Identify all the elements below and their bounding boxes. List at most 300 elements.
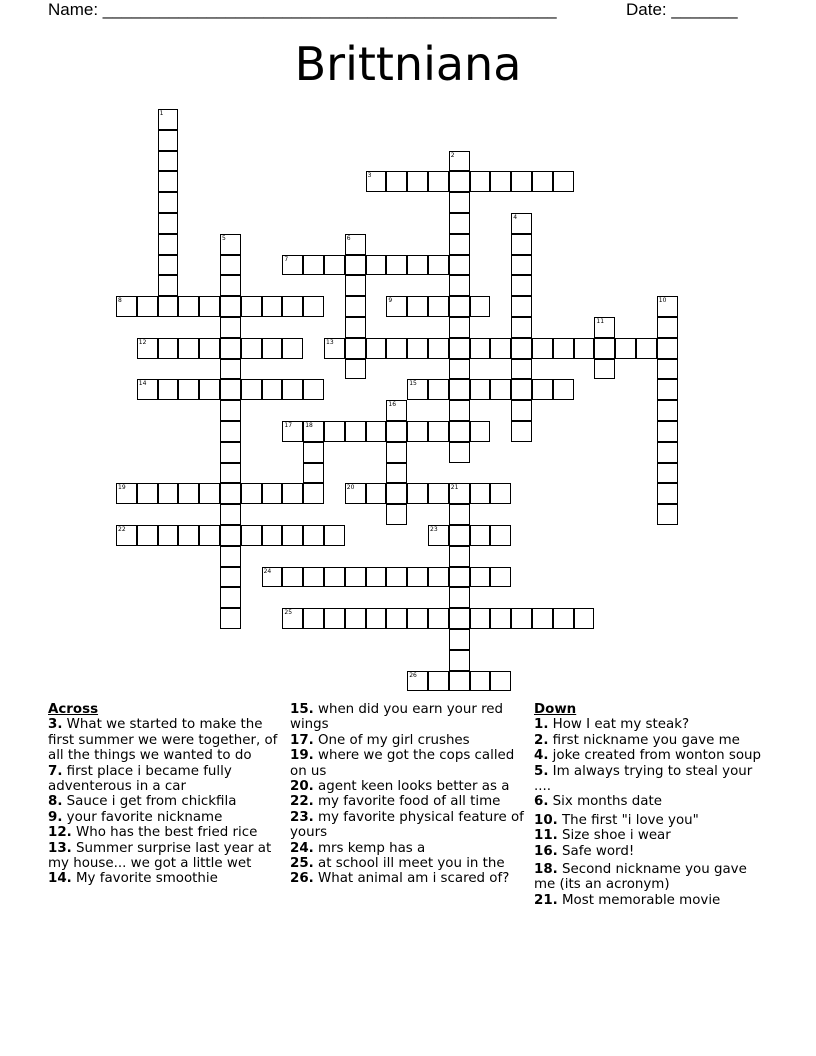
crossword-cell[interactable]: [220, 608, 241, 629]
crossword-cell[interactable]: [158, 151, 179, 172]
crossword-cell[interactable]: [449, 650, 470, 671]
crossword-cell[interactable]: [386, 421, 407, 442]
clue-number: 3.: [48, 717, 63, 733]
crossword-cell[interactable]: [220, 317, 241, 338]
crossword-cell[interactable]: [511, 275, 532, 296]
crossword-cell[interactable]: [594, 359, 615, 380]
cell-number: 22: [118, 526, 126, 533]
clue-text: Size shoe i wear: [562, 828, 671, 844]
crossword-cell[interactable]: [407, 567, 428, 588]
crossword-cell[interactable]: [657, 379, 678, 400]
down-clue: [534, 813, 770, 828]
crossword-cell[interactable]: [657, 296, 678, 317]
crossword-cell[interactable]: [158, 275, 179, 296]
cell-number: 4: [513, 214, 518, 221]
crossword-cell[interactable]: [324, 255, 345, 276]
crossword-cell[interactable]: [241, 379, 262, 400]
clue-text: One of my girl crushes: [318, 732, 470, 748]
crossword-cell[interactable]: [615, 338, 636, 359]
crossword-cell[interactable]: [199, 338, 220, 359]
crossword-cell[interactable]: [511, 171, 532, 192]
crossword-cell[interactable]: [345, 608, 366, 629]
crossword-cell[interactable]: [449, 255, 470, 276]
crossword-cell[interactable]: [220, 379, 241, 400]
crossword-cell[interactable]: [220, 567, 241, 588]
crossword-cell[interactable]: [158, 525, 179, 546]
crossword-cell[interactable]: [116, 296, 137, 317]
clue-text: Second nickname you gave me (its an acronym): [534, 862, 747, 893]
crossword-cell[interactable]: [428, 421, 449, 442]
crossword-cell[interactable]: [407, 171, 428, 192]
crossword-cell[interactable]: [158, 213, 179, 234]
crossword-cell[interactable]: [220, 255, 241, 276]
clues-column-1: [48, 702, 284, 887]
crossword-cell[interactable]: [366, 338, 387, 359]
name-field-label: Name: ________________________________________________: [48, 0, 557, 19]
crossword-cell[interactable]: [199, 525, 220, 546]
clue-number: 9.: [48, 809, 63, 825]
across-clue: [290, 733, 526, 748]
crossword-cell[interactable]: [449, 338, 470, 359]
cell-number: 8: [118, 297, 122, 305]
crossword-cell[interactable]: [220, 483, 241, 504]
crossword-cell[interactable]: [428, 255, 449, 276]
clue-text: What animal am i scared of?: [318, 871, 510, 887]
across-clue: [290, 794, 526, 809]
crossword-cell[interactable]: [449, 587, 470, 608]
crossword-cell[interactable]: [282, 379, 303, 400]
crossword-cell[interactable]: [386, 504, 407, 525]
cell-number: 13: [326, 338, 334, 346]
clue-number: 14.: [48, 871, 72, 887]
crossword-cell[interactable]: [345, 483, 366, 504]
crossword-cell[interactable]: [657, 359, 678, 380]
crossword-cell[interactable]: [386, 338, 407, 359]
crossword-cell[interactable]: [386, 567, 407, 588]
cell-number: 17: [284, 422, 293, 429]
crossword-cell[interactable]: [428, 379, 449, 400]
crossword-cell[interactable]: [386, 608, 407, 629]
crossword-cell[interactable]: [407, 255, 428, 276]
crossword-cell[interactable]: [490, 567, 511, 588]
clue-number: 12.: [48, 825, 72, 841]
crossword-cell[interactable]: [511, 359, 532, 380]
crossword-cell[interactable]: [220, 234, 241, 255]
down-clue: [534, 844, 770, 859]
clue-text: joke created from wonton soup: [552, 748, 762, 764]
crossword-cell[interactable]: [158, 192, 179, 213]
across-clue: [290, 841, 526, 856]
crossword-cell[interactable]: [428, 567, 449, 588]
crossword-cell[interactable]: [470, 671, 491, 692]
crossword-cell[interactable]: [511, 400, 532, 421]
clue-number: 6.: [534, 794, 549, 810]
crossword-cell[interactable]: [324, 525, 345, 546]
crossword-cell[interactable]: [490, 608, 511, 629]
crossword-cell[interactable]: [241, 525, 262, 546]
crossword-cell[interactable]: [158, 130, 179, 151]
clue-number: 8.: [48, 794, 63, 810]
crossword-cell[interactable]: [282, 608, 303, 629]
cell-number: 6: [346, 234, 351, 242]
crossword-cell[interactable]: [282, 483, 303, 504]
crossword-cell[interactable]: [262, 525, 283, 546]
clue-text: my favorite food of all time: [318, 794, 501, 810]
crossword-cell[interactable]: [574, 608, 595, 629]
crossword-cell[interactable]: [324, 608, 345, 629]
crossword-cell[interactable]: [220, 546, 241, 567]
crossword-cell[interactable]: [428, 171, 449, 192]
cell-number: 25: [284, 609, 293, 617]
across-clue: [48, 825, 284, 840]
crossword-cell[interactable]: [407, 608, 428, 629]
across-clue: [290, 856, 526, 871]
clue-text: Summer surprise last year at my house... we got a little wet: [48, 840, 272, 872]
crossword-cell[interactable]: [324, 421, 345, 442]
crossword-cell[interactable]: [303, 567, 324, 588]
crossword-cell[interactable]: [449, 567, 470, 588]
crossword-cell[interactable]: [158, 483, 179, 504]
crossword-cell[interactable]: [657, 400, 678, 421]
crossword-cell[interactable]: [449, 359, 470, 380]
clue-text: How I eat my steak?: [552, 717, 690, 733]
clue-number: 24.: [290, 840, 314, 856]
crossword-cell[interactable]: [345, 567, 366, 588]
crossword-cell[interactable]: [324, 338, 345, 359]
down-clue: [534, 893, 770, 908]
crossword-cell[interactable]: [407, 338, 428, 359]
crossword-cell[interactable]: [490, 483, 511, 504]
crossword-cell[interactable]: [137, 483, 158, 504]
across-clue: [290, 779, 526, 794]
cell-number: 19: [118, 484, 126, 492]
crossword-cell[interactable]: [449, 504, 470, 525]
crossword-cell[interactable]: [220, 504, 241, 525]
crossword-cell[interactable]: [282, 255, 303, 276]
across-heading: Across: [48, 702, 99, 717]
crossword-cell[interactable]: [449, 234, 470, 255]
crossword-cell[interactable]: [428, 296, 449, 317]
crossword-cell[interactable]: [532, 379, 553, 400]
across-clue: [290, 871, 526, 886]
crossword-cell[interactable]: [178, 338, 199, 359]
cell-number: 18: [305, 422, 313, 429]
clue-text: mrs kemp has a: [318, 840, 426, 856]
crossword-cell[interactable]: [303, 379, 324, 400]
crossword-cell[interactable]: [470, 421, 491, 442]
crossword-cell[interactable]: [574, 338, 595, 359]
crossword-cell[interactable]: [158, 171, 179, 192]
crossword-cell[interactable]: [303, 442, 324, 463]
cell-number: 5: [222, 234, 226, 242]
crossword-cell[interactable]: [345, 296, 366, 317]
crossword-cell[interactable]: [241, 296, 262, 317]
crossword-cell[interactable]: [511, 379, 532, 400]
crossword-cell[interactable]: [199, 483, 220, 504]
crossword-cell[interactable]: [262, 379, 283, 400]
clue-text: Safe word!: [562, 843, 635, 859]
date-field-label: Date: _______: [626, 0, 738, 19]
crossword-cell[interactable]: [282, 338, 303, 359]
crossword-cell[interactable]: [262, 567, 283, 588]
crossword-cell[interactable]: [262, 296, 283, 317]
across-clue: [48, 841, 284, 872]
crossword-cell[interactable]: [428, 525, 449, 546]
crossword-cell[interactable]: [449, 317, 470, 338]
crossword-cell[interactable]: [241, 483, 262, 504]
crossword-cell[interactable]: [303, 463, 324, 484]
crossword-cell[interactable]: [178, 483, 199, 504]
crossword-cell[interactable]: [137, 338, 158, 359]
clue-number: 16.: [534, 843, 558, 859]
crossword-cell[interactable]: [449, 671, 470, 692]
crossword-cell[interactable]: [449, 546, 470, 567]
crossword-cell[interactable]: [470, 483, 491, 504]
crossword-cell[interactable]: [449, 629, 470, 650]
crossword-cell[interactable]: [511, 213, 532, 234]
crossword-cell[interactable]: [511, 421, 532, 442]
crossword-cell[interactable]: [282, 567, 303, 588]
crossword-cell[interactable]: [428, 608, 449, 629]
crossword-cell[interactable]: [449, 275, 470, 296]
crossword-cell[interactable]: [366, 608, 387, 629]
clue-number: 2.: [534, 732, 549, 748]
crossword-cell[interactable]: [303, 483, 324, 504]
crossword-cell[interactable]: [511, 234, 532, 255]
crossword-cell[interactable]: [262, 483, 283, 504]
crossword-cell[interactable]: [657, 483, 678, 504]
crossword-cell[interactable]: [553, 608, 574, 629]
crossword-cell[interactable]: [116, 483, 137, 504]
crossword-cell[interactable]: [345, 234, 366, 255]
across-clue: [290, 810, 526, 841]
clue-number: 7.: [48, 763, 63, 779]
crossword-cell[interactable]: [303, 255, 324, 276]
crossword-cell[interactable]: [303, 608, 324, 629]
clue-text: The first "i love you": [562, 812, 699, 828]
crossword-cell[interactable]: [262, 338, 283, 359]
crossword-cell[interactable]: [470, 296, 491, 317]
crossword-cell[interactable]: [470, 525, 491, 546]
clue-text: where we got the cops called on us: [290, 748, 515, 779]
cell-number: 3: [367, 172, 372, 180]
crossword-cell[interactable]: [490, 171, 511, 192]
cell-number: 15: [409, 380, 417, 388]
crossword-cell[interactable]: [407, 296, 428, 317]
cell-number: 26: [409, 671, 417, 679]
across-clue: [48, 794, 284, 809]
crossword-cell[interactable]: [199, 379, 220, 400]
crossword-cell[interactable]: [449, 421, 470, 442]
crossword-cell[interactable]: [657, 338, 678, 359]
crossword-cell[interactable]: [345, 359, 366, 380]
across-clue: [48, 871, 284, 886]
crossword-cell[interactable]: [116, 525, 137, 546]
crossword-cell[interactable]: [158, 379, 179, 400]
clue-number: 21.: [534, 892, 558, 908]
crossword-cell[interactable]: [407, 671, 428, 692]
crossword-cell[interactable]: [345, 421, 366, 442]
crossword-cell[interactable]: [657, 504, 678, 525]
crossword-cell[interactable]: [366, 421, 387, 442]
clue-number: 17.: [290, 732, 314, 748]
crossword-cell[interactable]: [594, 338, 615, 359]
crossword-cell[interactable]: [199, 296, 220, 317]
across-clue: [48, 717, 284, 763]
crossword-cell[interactable]: [511, 296, 532, 317]
crossword-cell[interactable]: [657, 421, 678, 442]
puzzle-title: Brittniana: [294, 37, 522, 91]
crossword-cell[interactable]: [428, 338, 449, 359]
crossword-cell[interactable]: [220, 400, 241, 421]
crossword-cell[interactable]: [178, 379, 199, 400]
crossword-cell[interactable]: [511, 255, 532, 276]
clue-number: 13.: [48, 840, 72, 856]
crossword-cell[interactable]: [220, 587, 241, 608]
across-clue: [290, 748, 526, 779]
crossword-cell[interactable]: [449, 400, 470, 421]
crossword-cell[interactable]: [470, 171, 491, 192]
crossword-cell[interactable]: [137, 525, 158, 546]
crossword-cell[interactable]: [407, 483, 428, 504]
crossword-cell[interactable]: [553, 338, 574, 359]
crossword-cell[interactable]: [449, 192, 470, 213]
clue-number: 20.: [290, 779, 314, 795]
crossword-cell[interactable]: [386, 463, 407, 484]
crossword-cell[interactable]: [532, 338, 553, 359]
cell-number: 2: [450, 151, 455, 159]
crossword-cell[interactable]: [386, 483, 407, 504]
crossword-cell[interactable]: [345, 317, 366, 338]
crossword-cell[interactable]: [303, 296, 324, 317]
crossword-cell[interactable]: [428, 671, 449, 692]
crossword-cell[interactable]: [449, 483, 470, 504]
crossword-cell[interactable]: [511, 608, 532, 629]
crossword-cell[interactable]: [449, 442, 470, 463]
clue-number: 4.: [534, 748, 549, 764]
clue-number: 11.: [534, 828, 558, 844]
crossword-cell[interactable]: [490, 671, 511, 692]
crossword-cell[interactable]: [449, 151, 470, 172]
crossword-cell[interactable]: [449, 213, 470, 234]
crossword-cell[interactable]: [366, 255, 387, 276]
crossword-cell[interactable]: [386, 442, 407, 463]
crossword-cell[interactable]: [303, 525, 324, 546]
clue-number: 25.: [290, 856, 314, 872]
crossword-cell[interactable]: [386, 296, 407, 317]
crossword-cell[interactable]: [220, 442, 241, 463]
cell-number: 11: [596, 318, 605, 325]
crossword-cell[interactable]: [470, 567, 491, 588]
crossword-cell[interactable]: [553, 171, 574, 192]
crossword-cell[interactable]: [137, 296, 158, 317]
crossword-cell[interactable]: [386, 171, 407, 192]
crossword-cell[interactable]: [137, 379, 158, 400]
crossword-cell[interactable]: [324, 567, 345, 588]
clue-number: 10.: [534, 812, 558, 828]
crossword-cell[interactable]: [220, 338, 241, 359]
crossword-cell[interactable]: [386, 400, 407, 421]
crossword-cell[interactable]: [553, 379, 574, 400]
crossword-cell[interactable]: [178, 296, 199, 317]
crossword-cell[interactable]: [282, 421, 303, 442]
crossword-cell[interactable]: [470, 379, 491, 400]
crossword-cell[interactable]: [158, 109, 179, 130]
crossword-cell[interactable]: [449, 608, 470, 629]
across-clue: [48, 810, 284, 825]
crossword-cell[interactable]: [657, 463, 678, 484]
crossword-cell[interactable]: [490, 525, 511, 546]
crossword-cell[interactable]: [657, 442, 678, 463]
crossword-cell[interactable]: [158, 255, 179, 276]
crossword-cell[interactable]: [490, 338, 511, 359]
clue-text: first nickname you gave me: [552, 732, 740, 748]
crossword-cell[interactable]: [345, 338, 366, 359]
crossword-cell[interactable]: [158, 338, 179, 359]
clue-number: 1.: [534, 717, 549, 733]
clue-text: Who has the best fried rice: [76, 825, 258, 841]
crossword-cell[interactable]: [470, 338, 491, 359]
crossword-cell[interactable]: [511, 338, 532, 359]
crossword-cell[interactable]: [158, 296, 179, 317]
clue-text: when did you earn your red wings: [290, 702, 504, 733]
crossword-cell[interactable]: [636, 338, 657, 359]
cell-number: 20: [346, 484, 355, 492]
crossword-cell[interactable]: [282, 296, 303, 317]
clue-number: 22.: [290, 794, 314, 810]
across-clue: [48, 764, 284, 795]
crossword-cell[interactable]: [407, 379, 428, 400]
crossword-cell[interactable]: [657, 317, 678, 338]
crossword-cell[interactable]: [345, 275, 366, 296]
crossword-cell[interactable]: [178, 525, 199, 546]
crossword-cell[interactable]: [428, 483, 449, 504]
crossword-cell[interactable]: [366, 567, 387, 588]
crossword-cell[interactable]: [386, 255, 407, 276]
crossword-cell[interactable]: [158, 234, 179, 255]
crossword-cell[interactable]: [449, 525, 470, 546]
crossword-cell[interactable]: [220, 296, 241, 317]
clue-text: your favorite nickname: [66, 809, 223, 825]
crossword-cell[interactable]: [282, 525, 303, 546]
crossword-cell[interactable]: [366, 483, 387, 504]
crossword-cell[interactable]: [449, 379, 470, 400]
crossword-cell[interactable]: [366, 171, 387, 192]
crossword-cell[interactable]: [511, 317, 532, 338]
cell-number: 23: [430, 526, 438, 533]
crossword-cell[interactable]: [449, 171, 470, 192]
down-clue: [534, 862, 770, 893]
crossword-cell[interactable]: [220, 275, 241, 296]
cell-number: 9: [388, 297, 393, 305]
crossword-cell[interactable]: [220, 525, 241, 546]
crossword-cell[interactable]: [470, 608, 491, 629]
crossword-cell[interactable]: [449, 296, 470, 317]
crossword-cell[interactable]: [220, 359, 241, 380]
crossword-cell[interactable]: [532, 608, 553, 629]
crossword-cell[interactable]: [241, 338, 262, 359]
crossword-cell[interactable]: [532, 171, 553, 192]
clue-text: Most memorable movie: [562, 892, 721, 908]
clue-number: 18.: [534, 862, 558, 878]
crossword-cell[interactable]: [220, 421, 241, 442]
crossword-cell[interactable]: [303, 421, 324, 442]
crossword-cell[interactable]: [594, 317, 615, 338]
crossword-cell[interactable]: [220, 463, 241, 484]
crossword-cell[interactable]: [345, 255, 366, 276]
crossword-cell[interactable]: [407, 421, 428, 442]
crossword-cell[interactable]: [490, 379, 511, 400]
